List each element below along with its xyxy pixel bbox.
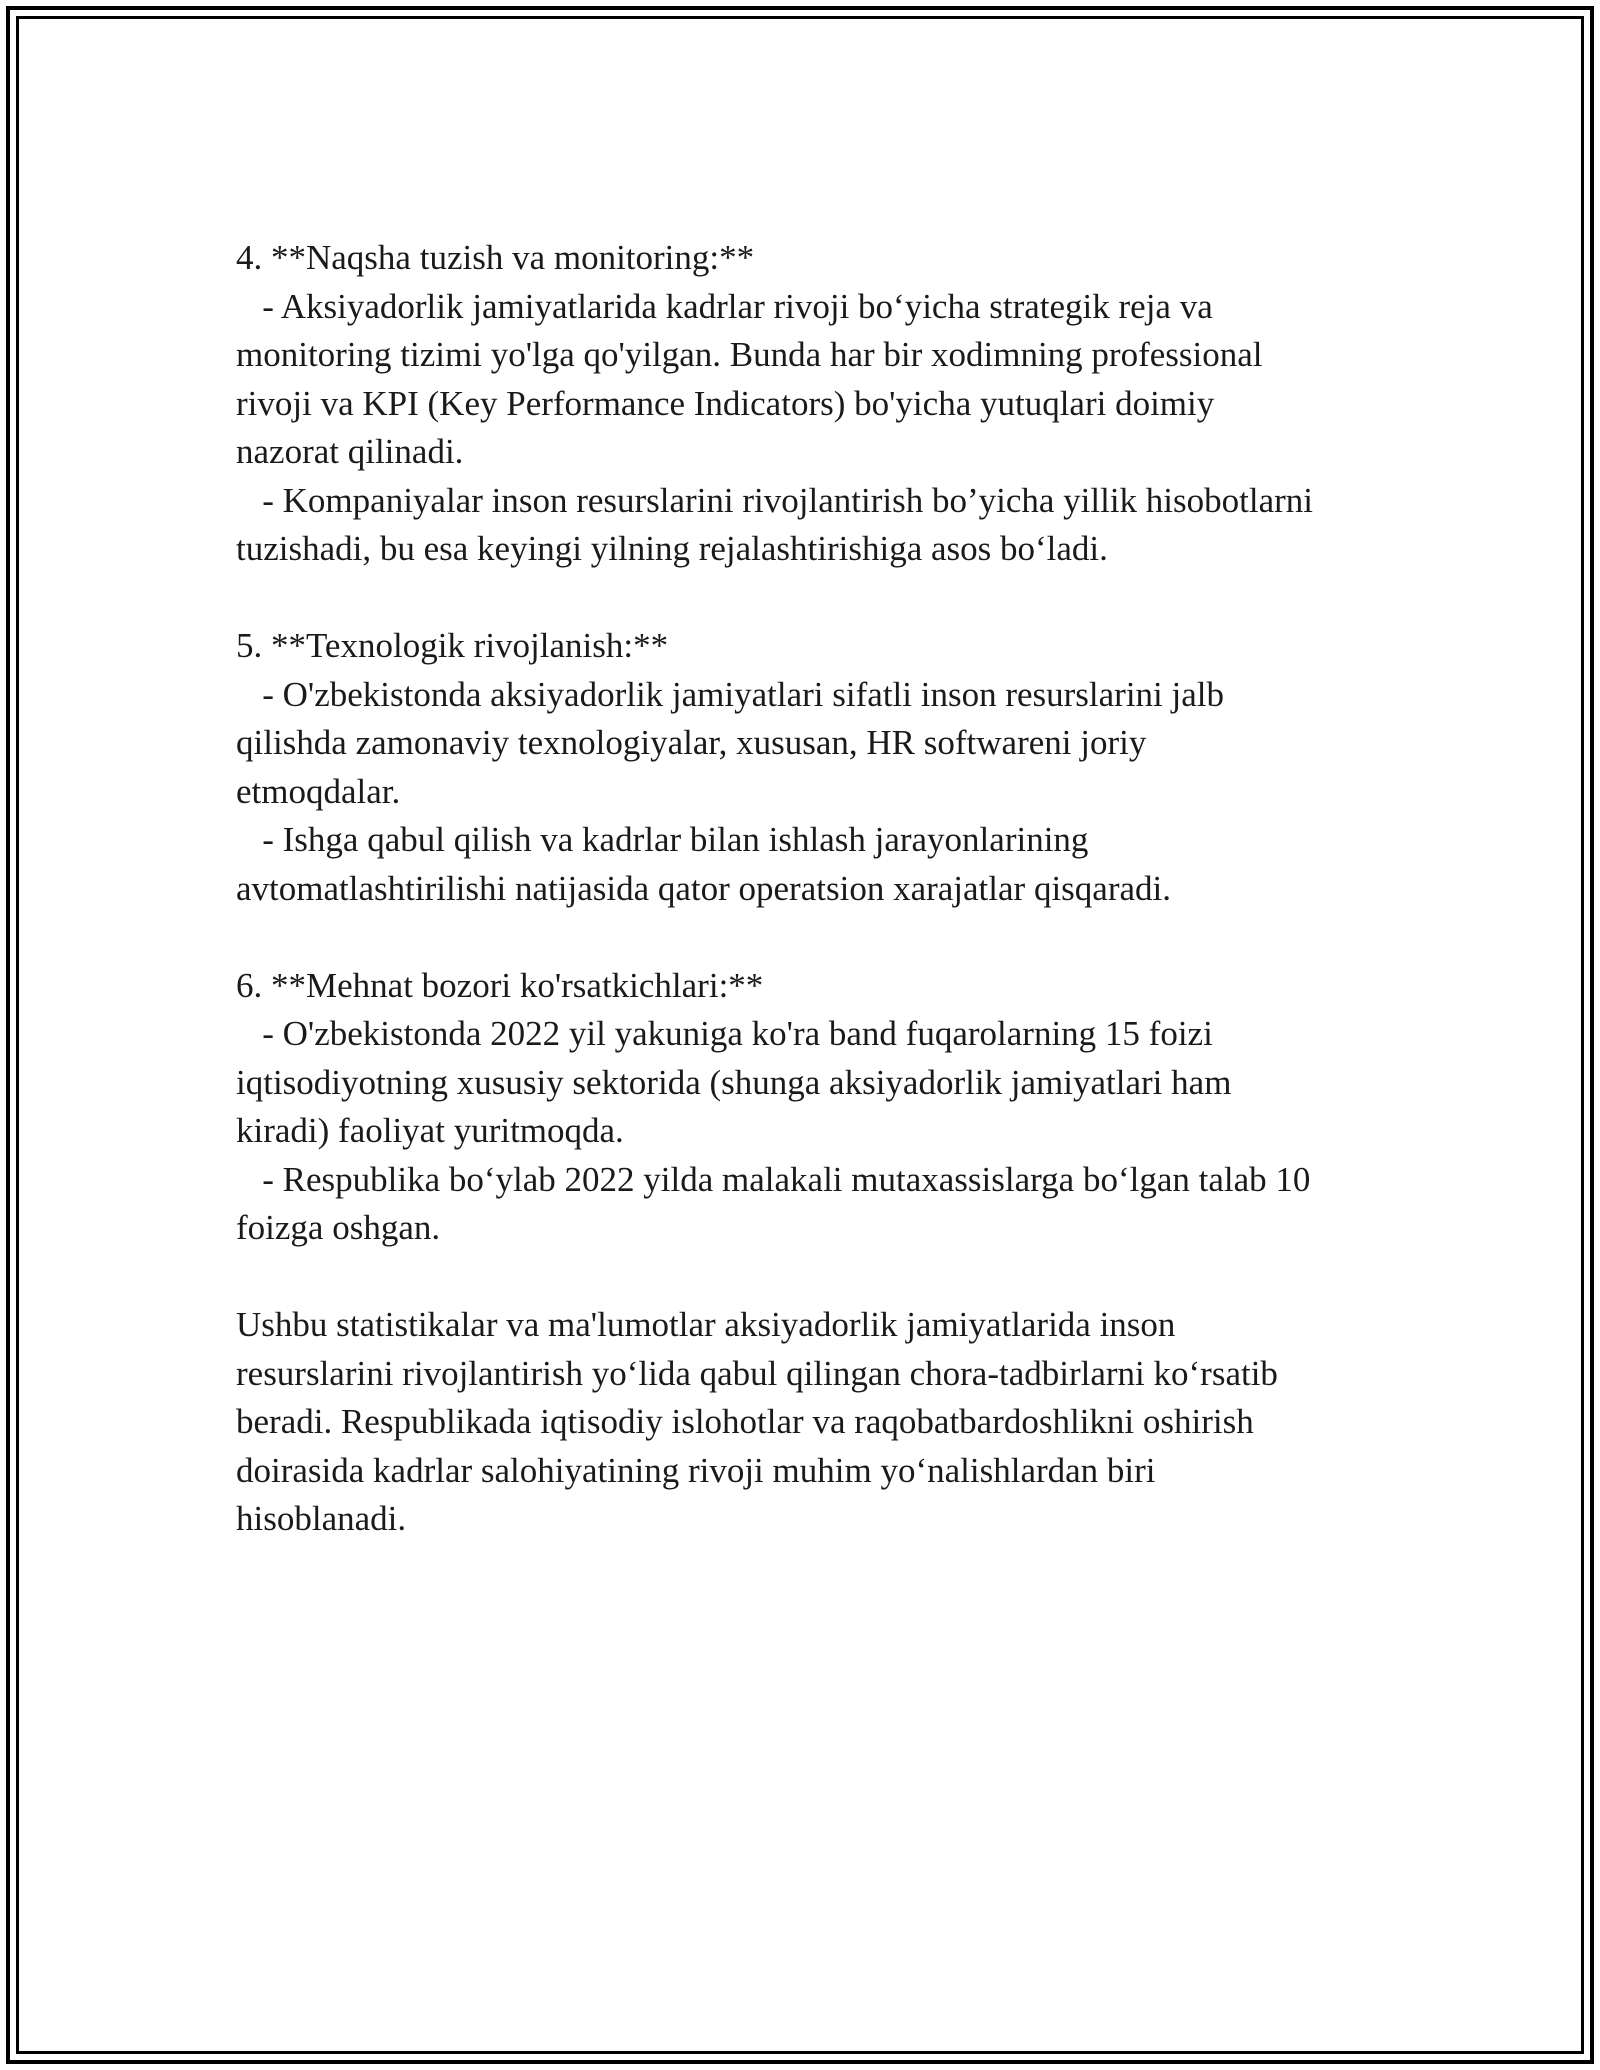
- section-heading: 6. **Mehnat bozori ko'rsatkichlari:**: [236, 965, 764, 1005]
- text-line: - O'zbekistonda 2022 yil yakuniga ko'ra band fuqarolarning 15 foizi: [236, 1014, 1213, 1053]
- text-line: iqtisodiyotning xususiy sektorida (shunga aksiyadorlik jamiyatlari ham: [236, 1062, 1232, 1102]
- text-line: - O'zbekistonda aksiyadorlik jamiyatlari sifatli inson resurslarini jalb: [236, 674, 1225, 714]
- text-line: foizga oshgan.: [236, 1208, 441, 1247]
- section-heading: 5. **Texnologik rivojlanish:**: [236, 626, 669, 665]
- text-line: etmoqdalar.: [236, 771, 401, 811]
- text-line: Ushbu statistikalar va ma'lumotlar aksiyadorlik jamiyatlarida inson: [236, 1305, 1176, 1344]
- section-heading: 4. **Naqsha tuzish va monitoring:**: [236, 238, 755, 277]
- text-line: - Aksiyadorlik jamiyatlarida kadrlar rivoji bo‘yicha strategik reja va: [236, 286, 1213, 326]
- text-line: tuzishadi, bu esa keyingi yilning rejalashtirishiga asos bo‘ladi.: [236, 529, 1108, 568]
- conclusion-paragraph: [236, 1301, 1386, 1544]
- text-line: beradi. Respublikada iqtisodiy islohotlar va raqobatbardoshlikni oshirish: [236, 1402, 1254, 1441]
- text-line: avtomatlashtirilishi natijasida qator operatsion xarajatlar qisqaradi.: [236, 868, 1171, 908]
- text-line: doirasida kadrlar salohiyatining rivoji muhim yo‘nalishlardan biri: [236, 1450, 1156, 1490]
- text-line: - Kompaniyalar inson resurslarini rivojlantirish bo’yicha yillik hisobotlarni: [236, 480, 1314, 520]
- section-texnologik-rivojlanish: [236, 622, 1386, 913]
- section-mehnat-bozori: [236, 962, 1386, 1253]
- text-line: hisoblanadi.: [236, 1499, 407, 1538]
- section-naqsha-tuzish: [236, 234, 1386, 574]
- text-line: - Respublika bo‘ylab 2022 yilda malakali mutaxassislarga bo‘lgan talab 10: [236, 1159, 1311, 1199]
- paragraph-gap: [236, 913, 1386, 962]
- text-line: qilishda zamonaviy texnologiyalar, xususan, HR softwareni joriy: [236, 723, 1147, 762]
- text-line: resurslarini rivojlantirish yo‘lida qabul qilingan chora-tadbirlarni ko‘rsatib: [236, 1353, 1278, 1393]
- text-line: kiradi) faoliyat yuritmoqda.: [236, 1111, 624, 1150]
- text-line: nazorat qilinadi.: [236, 432, 464, 471]
- text-line: rivoji va KPI (Key Performance Indicators) bo'yicha yutuqlari doimiy: [236, 383, 1215, 423]
- document-body: [236, 234, 1386, 1544]
- paragraph-gap: [236, 574, 1386, 623]
- paragraph-gap: [236, 1253, 1386, 1302]
- text-line: - Ishga qabul qilish va kadrlar bilan ishlash jarayonlarining: [236, 820, 1089, 859]
- text-line: monitoring tizimi yo'lga qo'yilgan. Bunda har bir xodimning professional: [236, 335, 1263, 374]
